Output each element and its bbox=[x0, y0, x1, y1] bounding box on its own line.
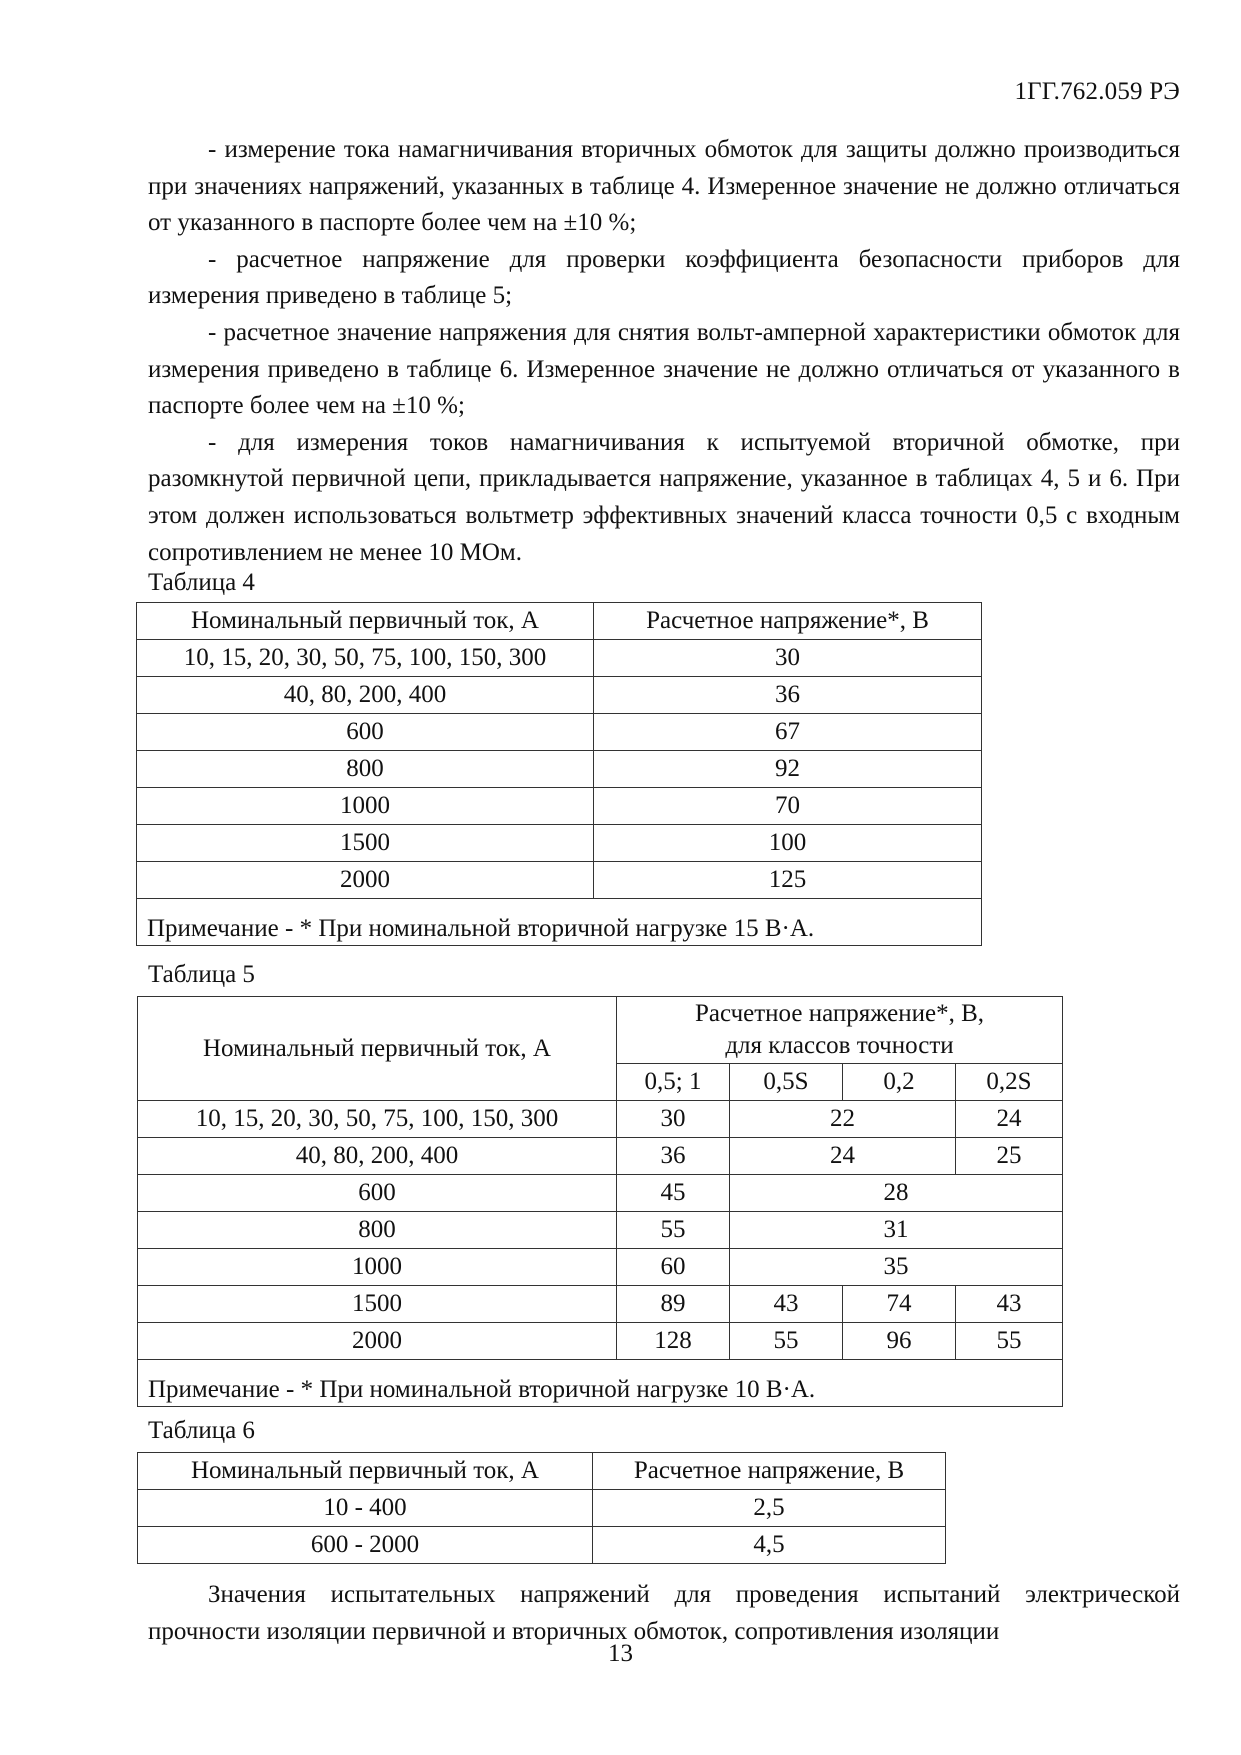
table5-caption: Таблица 5 bbox=[148, 961, 255, 988]
table4-header-row bbox=[137, 603, 982, 640]
cell-current: 10, 15, 20, 30, 50, 75, 100, 150, 300 bbox=[138, 1101, 617, 1138]
paragraph-test-voltages: Значения испытательных напряжений для проведения испытаний электрической прочности изоляции первичной и вторичных обмоток, сопротивления изоляции bbox=[148, 1581, 1180, 1645]
table-row bbox=[138, 1527, 946, 1564]
cell-value: 43 bbox=[956, 1286, 1063, 1323]
body-text bbox=[148, 132, 1180, 571]
table6-header-voltage: Расчетное напряжение, В bbox=[593, 1453, 946, 1490]
table4-header-current: Номинальный первичный ток, А bbox=[137, 603, 594, 640]
table5-note-row bbox=[138, 1360, 1063, 1407]
cell-value: 25 bbox=[956, 1138, 1063, 1175]
class-header: 0,2 bbox=[843, 1064, 956, 1101]
table5-note: Примечание - * При номинальной вторичной нагрузке 10 В·А. bbox=[138, 1360, 1063, 1407]
cell-current: 40, 80, 200, 400 bbox=[137, 677, 594, 714]
cell-value: 36 bbox=[617, 1138, 730, 1175]
cell-voltage: 36 bbox=[594, 677, 982, 714]
table-row bbox=[137, 751, 982, 788]
table-row bbox=[137, 862, 982, 899]
cell-value: 28 bbox=[730, 1175, 1063, 1212]
table4-note-row bbox=[137, 899, 982, 946]
cell-current: 1500 bbox=[137, 825, 594, 862]
cell-value: 55 bbox=[617, 1212, 730, 1249]
table5-header-row bbox=[138, 997, 1063, 1064]
cell-value: 128 bbox=[617, 1323, 730, 1360]
table-row bbox=[137, 640, 982, 677]
table-row bbox=[138, 1138, 1063, 1175]
table6-caption: Таблица 6 bbox=[148, 1417, 255, 1444]
paragraph-safety-factor: - расчетное напряжение для проверки коэффициента безопасности приборов для измерения приведено в таблице 5; bbox=[148, 245, 1180, 310]
cell-value: 89 bbox=[617, 1286, 730, 1323]
cell-current: 1000 bbox=[138, 1249, 617, 1286]
table-row bbox=[137, 677, 982, 714]
table5-header-current: Номинальный первичный ток, А bbox=[138, 997, 617, 1101]
cell-value: 22 bbox=[730, 1101, 956, 1138]
header-voltage-line1: Расчетное напряжение*, В, bbox=[694, 1000, 985, 1027]
class-header: 0,5S bbox=[730, 1064, 843, 1101]
table-row bbox=[137, 788, 982, 825]
cell-value: 96 bbox=[843, 1323, 956, 1360]
cell-voltage: 92 bbox=[594, 751, 982, 788]
table-row bbox=[138, 1175, 1063, 1212]
cell-current: 40, 80, 200, 400 bbox=[138, 1138, 617, 1175]
cell-voltage: 70 bbox=[594, 788, 982, 825]
table6-header-row bbox=[138, 1453, 946, 1490]
cell-value: 55 bbox=[956, 1323, 1063, 1360]
cell-voltage: 100 bbox=[594, 825, 982, 862]
cell-value: 24 bbox=[956, 1101, 1063, 1138]
table4-header-voltage: Расчетное напряжение*, В bbox=[594, 603, 982, 640]
cell-value: 45 bbox=[617, 1175, 730, 1212]
page-number: 13 bbox=[608, 1640, 633, 1667]
table5-header-voltage bbox=[617, 997, 1063, 1064]
cell-voltage: 4,5 bbox=[593, 1527, 946, 1564]
cell-value: 55 bbox=[730, 1323, 843, 1360]
cell-current: 1500 bbox=[138, 1286, 617, 1323]
cell-voltage: 2,5 bbox=[593, 1490, 946, 1527]
header-voltage-line2: для классов точности bbox=[725, 1032, 954, 1059]
table6 bbox=[137, 1452, 946, 1564]
cell-current: 10 - 400 bbox=[138, 1490, 593, 1527]
paragraph-measurement-method: - для измерения токов намагничивания к испытуемой вторичной обмотке, при разомкнутой первичной цепи, прикладывается напряжение, указанное в таблицах 4, 5 и 6. При этом должен использоваться вольтметр эффективных значений класса точности 0,5 с входным сопротивлением не менее 10 МОм. bbox=[148, 428, 1180, 566]
cell-voltage: 30 bbox=[594, 640, 982, 677]
table-row bbox=[138, 1490, 946, 1527]
cell-current: 10, 15, 20, 30, 50, 75, 100, 150, 300 bbox=[137, 640, 594, 677]
table-row bbox=[137, 825, 982, 862]
cell-current: 600 - 2000 bbox=[138, 1527, 593, 1564]
cell-current: 2000 bbox=[137, 862, 594, 899]
cell-value: 60 bbox=[617, 1249, 730, 1286]
table6-header-current: Номинальный первичный ток, А bbox=[138, 1453, 593, 1490]
class-header: 0,2S bbox=[956, 1064, 1063, 1101]
cell-current: 800 bbox=[138, 1212, 617, 1249]
table-row bbox=[138, 1286, 1063, 1323]
table-row bbox=[138, 1323, 1063, 1360]
document-code-header: 1ГГ.762.059 РЭ bbox=[1014, 78, 1180, 105]
cell-current: 1000 bbox=[137, 788, 594, 825]
cell-current: 800 bbox=[137, 751, 594, 788]
cell-voltage: 125 bbox=[594, 862, 982, 899]
table4 bbox=[136, 602, 982, 946]
table-row bbox=[138, 1101, 1063, 1138]
table4-caption: Таблица 4 bbox=[148, 569, 255, 596]
table-row bbox=[138, 1249, 1063, 1286]
table-row bbox=[137, 714, 982, 751]
cell-value: 43 bbox=[730, 1286, 843, 1323]
cell-voltage: 67 bbox=[594, 714, 982, 751]
table-row bbox=[138, 1212, 1063, 1249]
cell-current: 600 bbox=[137, 714, 594, 751]
cell-current: 600 bbox=[138, 1175, 617, 1212]
cell-value: 24 bbox=[730, 1138, 956, 1175]
paragraph-magnetizing-current: - измерение тока намагничивания вторичных обмоток для защиты должно производиться при значениях напряжений, указанных в таблице 4. Измеренное значение не должно отличаться от указанного в паспорте более чем на ±10 %; bbox=[148, 136, 1180, 237]
cell-current: 2000 bbox=[138, 1323, 617, 1360]
class-header: 0,5; 1 bbox=[617, 1064, 730, 1101]
cell-value: 35 bbox=[730, 1249, 1063, 1286]
paragraph-volt-ampere: - расчетное значение напряжения для снятия вольт-амперной характеристики обмоток для измерения приведено в таблице 6. Измеренное значение не должно отличаться от указанного в паспорте более чем на ±10 %; bbox=[148, 318, 1180, 420]
cell-value: 74 bbox=[843, 1286, 956, 1323]
cell-value: 30 bbox=[617, 1101, 730, 1138]
cell-value: 31 bbox=[730, 1212, 1063, 1249]
table5 bbox=[137, 996, 1063, 1407]
table4-note: Примечание - * При номинальной вторичной нагрузке 15 В·А. bbox=[137, 899, 982, 946]
